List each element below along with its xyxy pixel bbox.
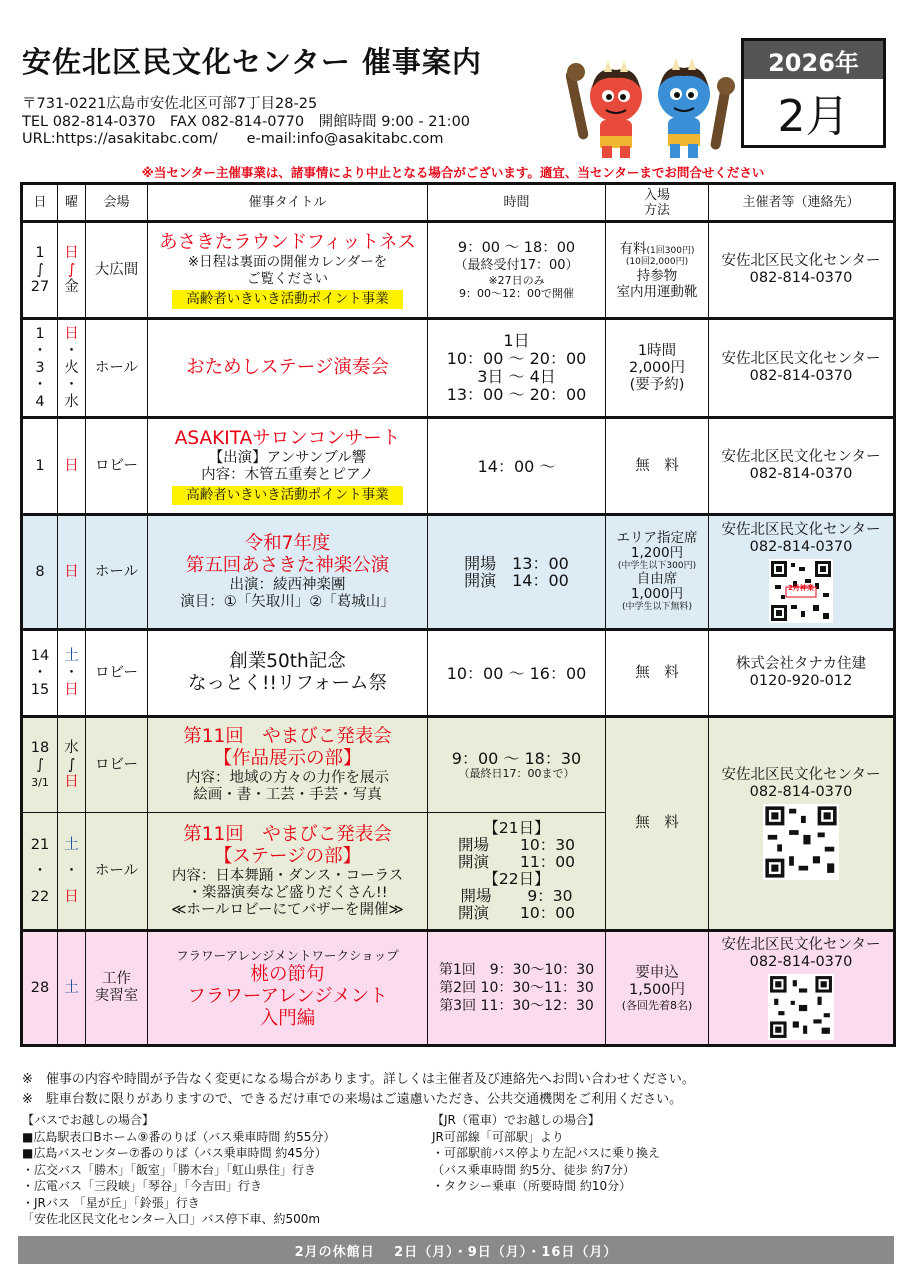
event-title-cell: 創業50th記念 なっとく!!リフォーム祭 [148, 630, 428, 717]
event-title: 第11回 やまびこ発表会 [183, 823, 392, 845]
event-venue: ホール [86, 813, 148, 931]
footer-note-parking: ※ 駐車台数に限りがありますので、できるだけ車での来場はご遠慮いただき、公共交通機関をご利用ください。 [22, 1092, 683, 1107]
notice-banner: ※当センター主催事業は、諸事情により中止となる場合がございます。適宜、当センターまでお問合せください [141, 165, 765, 180]
event-date: 1 ∫ 27 [22, 222, 58, 319]
event-organizer: 安佐北区民文化センター 082-814-0370 [709, 222, 895, 319]
event-entry: 有料(1回300円) (10回2,000円) 持参物 室内用運動靴 [606, 222, 709, 319]
event-organizer: 安佐北区民文化センター 082-814-0370 [709, 319, 895, 418]
event-time: 14：00 〜 [428, 418, 606, 515]
event-entry: 無 料 [606, 717, 709, 931]
event-venue: ホール [86, 319, 148, 418]
footer-note-change: ※ 催事の内容や時間が予告なく変更になる場合があります。詳しくは主催者及び連絡先へお問い合わせください。 [22, 1072, 695, 1087]
col-header-time: 時間 [428, 184, 606, 222]
event-title-cell: 令和7年度 第五回あさきた神楽公演 出演：綾西神楽團 演目：①「矢取川」②「葛城山」 [148, 515, 428, 630]
table-row [22, 931, 895, 1046]
event-date: 8 [22, 515, 58, 630]
event-title: おためしステージ演奏会 [186, 357, 389, 378]
point-badge: 高齢者いきいき活動ポイント事業 [172, 290, 403, 309]
event-entry: 無 料 [606, 418, 709, 515]
event-entry: 要申込 1,500円 (各回先着8名) [606, 931, 709, 1046]
table-row [22, 515, 895, 630]
table-header-row [22, 184, 895, 222]
tel-fax-hours: TEL 082-814-0370 FAX 082-814-0770 開館時間 9:00 - 21:00 [22, 114, 471, 130]
event-title-cell: ASAKITAサロンコンサート 【出演】アンサンブル響 内容：木管五重奏とピアノ 高齢者いきいき活動ポイント事業 [148, 418, 428, 515]
table-row [22, 319, 895, 418]
col-header-entry: 入場 方法 [606, 184, 709, 222]
event-venue: ロビー [86, 717, 148, 813]
event-time: 第1回 9：30〜10：30 第2回 10：30〜11：30 第3回 11：30〜12：30 [428, 931, 606, 1046]
event-title: 創業50th記念 [229, 651, 346, 672]
event-organizer: 安佐北区民文化センター 082-814-0370 [709, 515, 895, 630]
col-header-date: 日 [22, 184, 58, 222]
table-row [22, 222, 895, 319]
table-row [22, 630, 895, 717]
event-title-cell: 第11回 やまびこ発表会 【作品展示の部】 内容：地域の方々の力作を展示 絵画・書・工芸・手芸・写真 [148, 717, 428, 813]
closed-days-bar: 2月の休館日 2日（月）・9日（月）・16日（月） [18, 1236, 894, 1264]
oni-mascot-illustration [566, 58, 738, 160]
event-organizer: 安佐北区民文化センター 082-814-0370 [709, 717, 895, 931]
event-date: 14 ・ 15 [22, 630, 58, 717]
event-organizer: 安佐北区民文化センター 082-814-0370 [709, 931, 895, 1046]
col-header-venue: 会場 [86, 184, 148, 222]
month-label: 2月 [777, 91, 850, 142]
url-email: URL:https://asakitabc.com/ e-mail:info@asakitabc.com [22, 131, 444, 147]
date-box [741, 38, 886, 148]
event-title: ASAKITAサロンコンサート [174, 427, 401, 449]
event-date: 18 ∫ 3/1 [22, 717, 58, 813]
event-time: 9：00 〜 18：00 （最終受付17：00） ※27日のみ 9：00〜12：00で開催 [428, 222, 606, 319]
col-header-organizer: 主催者等（連絡先） [709, 184, 895, 222]
event-venue: 大広間 [86, 222, 148, 319]
event-dow: 日 ∫ 金 [58, 222, 86, 319]
qr-code-icon[interactable] [763, 804, 839, 880]
event-venue: 工作 実習室 [86, 931, 148, 1046]
col-header-title: 催事タイトル [148, 184, 428, 222]
table-row [22, 418, 895, 515]
event-title: 桃の節句 [250, 963, 325, 985]
event-organizer: 株式会社タナカ住建 0120-920-012 [709, 630, 895, 717]
event-dow: 水 ∫ 日 [58, 717, 86, 813]
page-title: 安佐北区民文化センター 催事案内 [22, 45, 482, 79]
event-title-cell [148, 319, 428, 418]
event-time: 開場 13：00 開演 14：00 [428, 515, 606, 630]
event-title: 第11回 やまびこ発表会 [183, 726, 392, 747]
event-dow: 土 ・ 日 [58, 813, 86, 931]
event-time: 9：00 〜 18：30 （最終日17：00まで） [428, 717, 606, 813]
event-entry: エリア指定席 1,200円 (中学生以下300円) 自由席 1,000円 (中学生以下無料) [606, 515, 709, 630]
event-table [20, 182, 896, 1047]
event-venue: ロビー [86, 630, 148, 717]
event-time: 【21日】 開場 10：30 開演 11：00 【22日】 開場 9：30 開演 10：00 [428, 813, 606, 931]
event-date: 1 [22, 418, 58, 515]
event-dow: 日 [58, 418, 86, 515]
table-row [22, 717, 895, 813]
event-date: 28 [22, 931, 58, 1046]
event-organizer: 安佐北区民文化センター 082-814-0370 [709, 418, 895, 515]
event-dow: 土 [58, 931, 86, 1046]
event-title-cell: あさきたラウンドフィットネス ※日程は裏面の開催カレンダーを ご覧ください 高齢者いきいき活動ポイント事業 [148, 222, 428, 319]
event-entry: 1時間 2,000円 (要予約) [606, 319, 709, 418]
event-date: 21 ・ 22 [22, 813, 58, 931]
qr-code-icon[interactable] [768, 974, 834, 1040]
event-entry: 無 料 [606, 630, 709, 717]
event-venue: ホール [86, 515, 148, 630]
event-title: 令和7年度 [244, 533, 331, 554]
event-dow: 日 ・ 火 ・ 水 [58, 319, 86, 418]
point-badge: 高齢者いきいき活動ポイント事業 [172, 486, 403, 505]
event-title-cell: 第11回 やまびこ発表会 【ステージの部】 内容：日本舞踊・ダンス・コーラス ・楽器演奏など盛りだくさん!! ≪ホールロビーにてバザーを開催≫ [148, 813, 428, 931]
event-dow: 日 [58, 515, 86, 630]
bus-access: 【バスでお越しの場合】 ■広島駅表口Bホーム⑨番のりば（バス乗車時間 約55分） ■広島バスセンター⑦番のりば（バス乗車時間 約45分） ・広交バス「勝木」「飯室」「勝木台」「虹山県住」行き ・広電バス「三段峡」「琴谷」「今吉田」行き ・JRバス 「星が丘」「鈴張」行き 「安佐北区民文化センター入口」バス停下車、約500m [22, 1113, 336, 1226]
event-dow: 土 ・ 日 [58, 630, 86, 717]
event-title-cell: フラワーアレンジメントワークショップ 桃の節句 フラワーアレンジメント 入門編 [148, 931, 428, 1046]
jr-access: 【JR（電車）でお越しの場合】 JR可部線「可部駅」より ・可部駅前バス停より左記バスに乗り換え （バス乗車時間 約5分、徒歩 約7分） ・タクシー乗車（所要時間 約10分） [432, 1113, 661, 1193]
col-header-dow: 曜 [58, 184, 86, 222]
event-venue: ロビー [86, 418, 148, 515]
address: 〒731-0221広島市安佐北区可部7丁目28-25 [22, 96, 318, 112]
year-label: 2026年 [744, 41, 883, 79]
event-time: 10：00 〜 16：00 [428, 630, 606, 717]
event-title: あさきたラウンドフィットネス [159, 231, 416, 253]
event-time: 1日 10：00 〜 20：00 3日 〜 4日 13：00 〜 20：00 [428, 319, 606, 418]
event-date: 1 ・ 3 ・ 4 [22, 319, 58, 418]
